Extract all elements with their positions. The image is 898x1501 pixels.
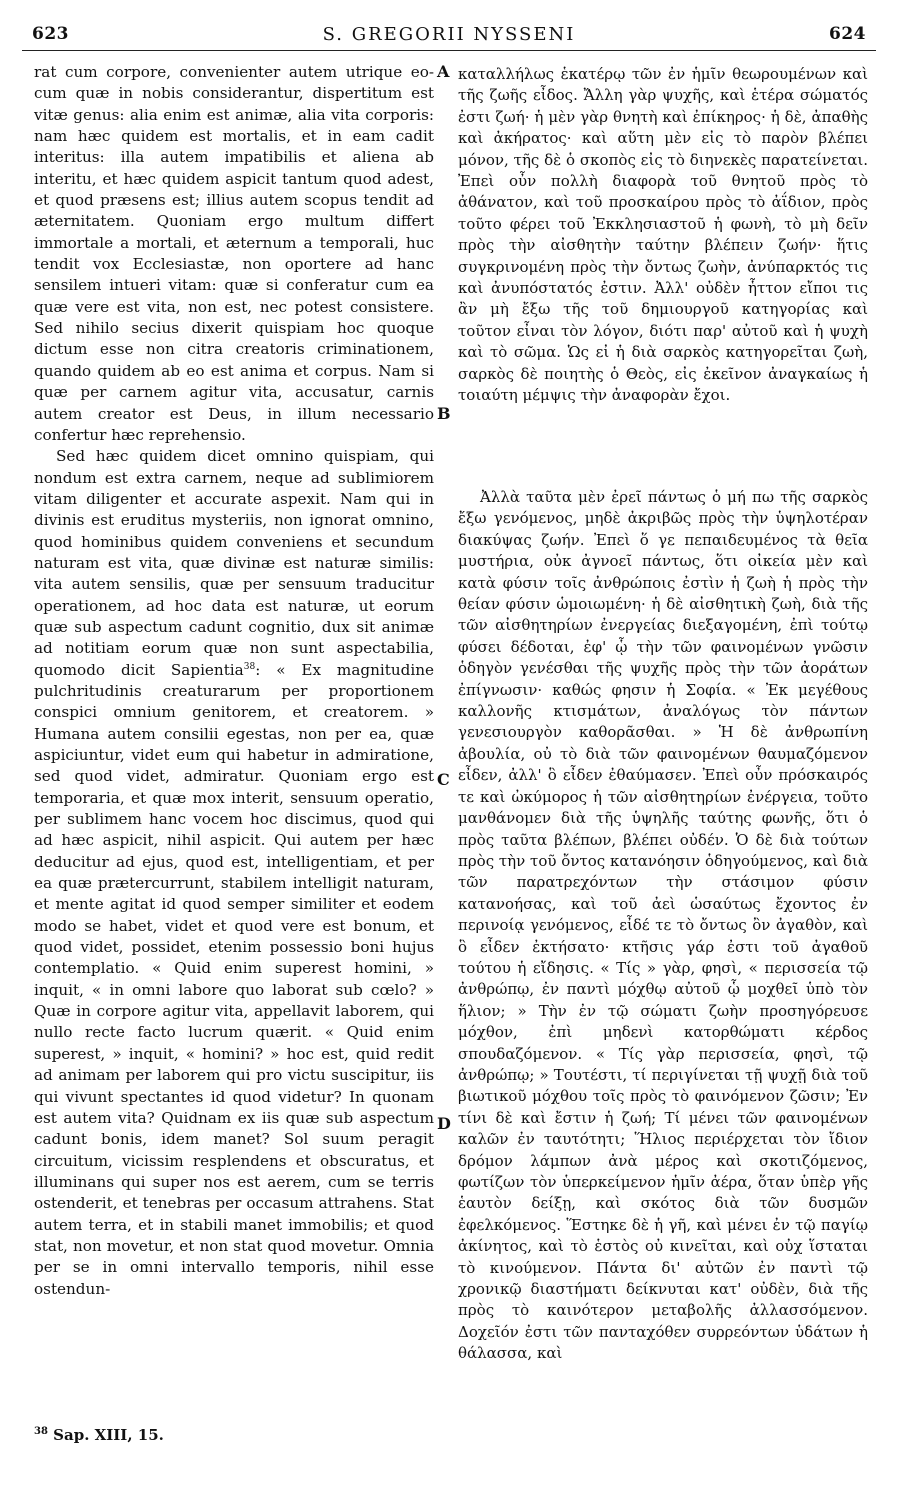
page-number-left: 623 [32,24,69,44]
latin-paragraph-2-part-2: : « Ex magnitudine pulchritudinis creaturarum per proportionem conspici omnium genitorem, et creatorem. » Humana autem consilii egestas, non per ea, quæ aspiciuntur, videt eum qui habetur in admiratione, sed quod videt, admiratur. Quoniam ergo est temporaria, et quæ mox interit, sensuum operatio, per sublimem hanc vocem hoc discimus, quod qui ad hæc aspicit, nihil aspicit. Qui autem per hæc deducitur ad ejus, quod est, intelligentiam, et per ea quæ prætercurrunt, stabilem intelligit naturam, et mente agitat id quod semper similiter et eodem modo se habet, videt et quod vere est bonum, et quod videt, possidet, etenim possessio boni hujus contemplatio. « Quid enim superest homini, » inquit, « in omni labore quo laborat sub cœlo? » Quæ in corpore agitur vita, appellavit laborem, qui nullo recte facto lucrum quærit. « Quid enim superest, » inquit, « homini? » hoc est, quid redit ad animam per laborem qui pro victu suscipitur, iis qui vivunt spectantes id quod videtur? In quonam est autem vita? Quidnam ex iis quæ sub aspectum cadunt bonis, idem manet? Sol suum peragit circuitum, vicissim resplendens et obscuratus, et illuminans qui super nos est aerem, cum se terris ostenderit, et tenebras per occasum attrahens. Stat autem terra, et in stabili manet immobilis; et quod stat, non movetur, et non stat quod movetur. Omnia per se in omni intervallo temporis, nihil esse ostendun- [34,660,434,1298]
page-header [22,18,876,51]
latin-paragraph-1: rat cum corpore, convenienter autem utrique eo-cum quæ in nobis considerantur, dispertitum est vitæ genus: alia enim est animæ, alia vita corporis: nam hæc quidem est mortalis, et in eam cadit interitus: illa autem impatibilis et aliena ab interitu, et hæc quidem aspicit tantum quod adest, et quod præsens est; illius autem scopus tendit ad æternitatem. Quoniam ergo multum differt immortale a mortali, et æternum a temporali, huc tendit vox Ecclesiastæ, non oportere ad hanc sensilem intueri vitam: quæ si conferatur cum ea quæ vere est vita, non est, nec potest consistere. Sed nihilo secius dixerit quispiam hoc quoque dictum esse non citra creatoris criminationem, quando quidem ab eo est anima et corpus. Nam si quæ per carnem agitur vita, accusatur, carnis autem creator est Deus, in illum necessario confertur hæc reprehensio. [34,63,434,444]
greek-paragraph-2: Ἀλλὰ ταῦτα μὲν ἐρεῖ πάντως ὁ μή πω τῆς σαρκὸς ἔξω γενόμενος, μηδὲ ἀκριβῶς πρὸς τὴν ὑψηλοτέραν διακύψας ζωήν. Ἐπεὶ ὅ γε πεπαιδευμένος τὰ θεῖα μυστήρια, οὐκ ἀγνοεῖ πάντως, ὅτι οἰκεία μὲν καὶ κατὰ φύσιν τοῖς ἀνθρώποις ἐστὶν ἡ ζωὴ ἡ πρὸς τὴν θείαν φύσιν ὡμοιωμένη· ἡ δὲ αἰσθητικὴ ζωὴ, διὰ τῆς τῶν αἰσθητηρίων ἐνεργείας διεξαγομένη, ἐπὶ τούτῳ φύσει δέδοται, ἐφ' ᾧ τὴν τῶν φαινομένων γνῶσιν ὁδηγὸν γενέσθαι τῆς ψυχῆς πρὸς τὴν τῶν ἀοράτων ἐπίγνωσιν· καθώς φησιν ἡ Σοφία. « Ἐκ μεγέθους καλλονῆς κτισμάτων, ἀναλόγως τὸν πάντων γενεσιουργὸν καθορᾶσθαι. » Ἡ δὲ ἀνθρωπίνη ἀβουλία, οὐ τὸ διὰ τῶν φαινομένων θαυμαζόμενον εἶδεν, ἀλλ' ὃ εἶδεν ἐθαύμασεν. Ἐπεὶ οὖν πρόσκαιρός τε καὶ ὠκύμορος ἡ τῶν αἰσθητηρίων ἐνέργεια, τοῦτο μανθάνομεν διὰ τῆς ὑψηλῆς ταύτης φωνῆς, ὅτι ὁ πρὸς ταῦτα βλέπων, βλέπει οὐδέν. Ὁ δὲ διὰ τούτων πρὸς τὴν τοῦ ὄντος κατανόησιν ὁδηγούμενος, καὶ διὰ τῶν παρατρεχόντων τὴν στάσιμον φύσιν κατανοήσας, καὶ τοῦ ἀεὶ ὡσαύτως ἔχοντος ἐν περινοίᾳ γενόμενος, εἶδέ τε τὸ ὄντως ὂν ἀγαθὸν, καὶ ὃ εἶδεν ἐκτήσατο· κτῆσις γάρ ἐστι τοῦ ἀγαθοῦ τούτου ἡ εἴδησις. « Τίς » γὰρ, φησὶ, « περισσεία τῷ ἀνθρώπῳ, ἐν παντὶ μόχθῳ αὐτοῦ ᾧ μοχθεῖ ὑπὸ τὸν ἥλιον; » Τὴν ἐν τῷ σώματι ζωὴν προσηγόρευσε μόχθον, ἐπὶ μηδενὶ κατορθώματι κέρδος σπουδαζόμενον. « Τίς γὰρ περισσεία, φησὶ, τῷ ἀνθρώπῳ; » Τουτέστι, τί περιγίνεται τῇ ψυχῇ διὰ τοῦ βιωτικοῦ μόχθου τοῖς πρὸς τὸ φαινόμενον ζῶσιν; Ἐν τίνι δὲ καὶ ἔστιν ἡ ζωή; Τί μένει τῶν φαινομένων καλῶν ἐν ταυτότητι; Ἥλιος περιέρχεται τὸν ἴδιον δρόμον λάμπων ἀνὰ μέρος καὶ σκοτιζόμενος, φωτίζων τὸν ὑπερκείμενον ἡμῖν ἀέρα, ὅταν ὑπὲρ γῆς ἑαυτὸν δείξῃ, καὶ σκότος διὰ τῶν δυσμῶν ἐφελκόμενος. Ἕστηκε δὲ ἡ γῆ, καὶ μένει ἐν τῷ παγίῳ ἀκίνητος, καὶ τὸ ἑστὸς οὐ κινεῖται, καὶ οὐχ ἵσταται τὸ κινούμενον. Πάντα δι' αὐτῶν ἐν παντὶ τῷ χρονικῷ διαστήματι δείκνυται κατ' οὐδὲν, διὰ τῆς πρὸς τὸ καινότερον μεταβολῆς ἀλλασσόμενον. Δοχεῖόν ἐστι τῶν πανταχόθεν συρρεόντων ὑδάτων ἡ θάλασσα, καὶ [458,488,868,1363]
greek-column-lower [458,487,868,1365]
footnote-number: 38 [34,1426,48,1437]
greek-column-upper [458,64,868,407]
footnote-text: Sap. XIII, 15. [53,1426,164,1444]
margin-marker-c: C [437,770,450,789]
latin-column [34,62,434,1300]
margin-marker-a: A [437,62,450,81]
margin-marker-d: D [437,1114,451,1133]
greek-paragraph-1: καταλλήλως ἑκατέρῳ τῶν ἐν ἡμῖν θεωρουμένων καὶ τῆς ζωῆς εἶδος. Ἄλλη γὰρ ψυχῆς, καὶ ἑτέρα σώματός ἐστι ζωή· ἡ μὲν γὰρ θνητὴ καὶ ἐπίκηρος· ἡ δὲ, ἀπαθὴς καὶ ἀκήρατος· καὶ αὕτη μὲν εἰς τὸ παρὸν βλέπει μόνον, τῆς δὲ ὁ σκοπὸς εἰς τὸ διηνεκὲς παρατείνεται. Ἐπεὶ οὖν πολλὴ διαφορὰ τοῦ θνητοῦ πρὸς τὸ ἀθάνατον, καὶ τοῦ προσκαίρου πρὸς τὸ ἀΐδιον, πρὸς τοῦτο φέρει τοῦ Ἐκκλησιαστοῦ ἡ φωνὴ, τὸ μὴ δεῖν πρὸς τὴν αἰσθητὴν ταύτην βλέπειν ζωήν· ἥτις συγκρινομένη πρὸς τὴν ὄντως ζωὴν, ἀνύπαρκτός τις καὶ ἀνυπόστατός ἐστιν. Ἀλλ' οὐδὲν ἧττον εἴποι τις ἂν μὴ ἔξω τῆς τοῦ δημιουργοῦ κατηγορίας καὶ τοῦτον εἶναι τὸν λόγον, διότι παρ' αὐτοῦ καὶ ἡ ψυχὴ καὶ τὸ σῶμα. Ὡς εἰ ἡ διὰ σαρκὸς κατηγορεῖται ζωὴ, σαρκὸς δὲ ποιητὴς ὁ Θεὸς, εἰς ἐκεῖνον ἀναγκαίως ἡ τοιαύτη μέμψις τὴν ἀναφορὰν ἔχοι. [458,65,868,405]
margin-marker-b: B [437,404,451,423]
page-number-right: 624 [829,24,866,44]
running-title: S. GREGORII NYSSENI [322,24,576,45]
footnote-reference: 38 [243,661,256,672]
footnote [34,1426,164,1444]
latin-paragraph-2 [34,446,434,1300]
latin-paragraph-2-part-1: Sed hæc quidem dicet omnino quispiam, qui nondum est extra carnem, neque ad sublimiorem vitam diligenter et accurate aspexit. Nam qui in divinis est eruditus mysteriis, non ignorat omnino, quod hominibus quidem conveniens et secundum naturam est vita, quæ divinæ est naturæ similis: vita autem sensilis, quæ per sensuum traducitur operationem, ad hoc data est naturæ, ut eorum quæ sub aspectum cadunt cognitio, dux sit animæ ad notitiam eorum quæ non sunt aspectabilia, quomodo dicit Sapientia [34,447,434,679]
